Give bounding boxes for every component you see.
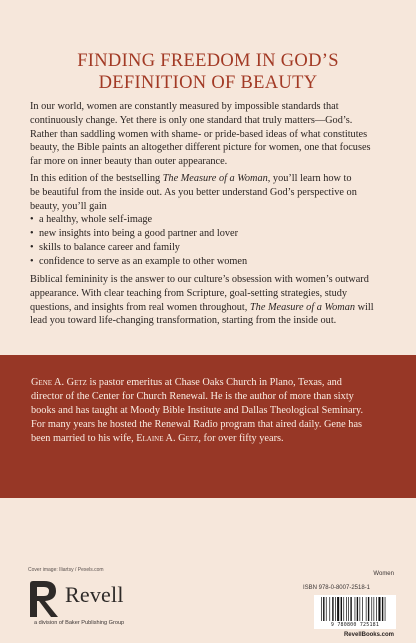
barcode-bar (357, 597, 358, 621)
back-cover-headline (0, 50, 416, 94)
text-line: books and has taught at Moody Bible Institute and Dallas Theological Seminary. (31, 405, 364, 416)
barcode (314, 595, 396, 629)
text-line: Biblical femininity is the answer to our culture’s obsession with women’s outward (30, 274, 369, 285)
text-line: appearance. With clear teaching from Scripture, goal-setting strategies, study (30, 287, 348, 299)
text-line: In our world, women are constantly measured by impossible standards that (30, 101, 339, 112)
text-fragment: been married to his wife, (31, 433, 137, 444)
barcode-bar (366, 597, 367, 621)
text-line (30, 301, 390, 315)
barcode-bar (329, 597, 330, 621)
text-fragment: , for over fifty years. (198, 433, 284, 444)
headline-line-1: FINDING FREEDOM IN GOD’S (77, 51, 339, 71)
intro-paragraph-3 (30, 273, 390, 328)
barcode-bar (378, 597, 380, 621)
text-line: lead you toward life-changing transformation, starting from the inside out. (30, 315, 337, 327)
text-line (31, 376, 387, 390)
barcode-bar (326, 597, 327, 621)
text-line (30, 172, 390, 186)
barcode-bar (385, 597, 386, 621)
text-fragment: questions, and insights from real women throughout, (30, 301, 250, 313)
barcode-bar (348, 597, 349, 621)
book-title: The Measure of a Woman (249, 301, 355, 313)
headline-line-2: DEFINITION OF BEAUTY (98, 73, 318, 93)
intro-paragraph-2 (30, 172, 390, 269)
barcode-bar (343, 597, 344, 621)
book-category: Women (373, 571, 394, 577)
book-title: The Measure of a Woman (162, 173, 268, 184)
barcode-bar (332, 597, 333, 621)
author-name: Gene A. Getz (31, 377, 87, 388)
text-line: director of the Center for Church Renewal. He is the author of more than sixty (31, 391, 354, 402)
publisher-name: Revell (65, 582, 124, 607)
publisher-tagline: a division of Baker Publishing Group (34, 620, 125, 626)
isbn: ISBN 978-0-8007-2518-1 (302, 585, 370, 591)
benefit-list-item: • a healthy, whole self-image (30, 213, 390, 227)
text-fragment: is pastor emeritus at Chase Oaks Church in Plano, Texas, and (86, 377, 342, 388)
cover-image-credit: Cover image: Iliartsy / Pexels.com (28, 567, 104, 573)
text-line: For many years he hosted the Renewal Radio program that aired daily. Gene has (31, 419, 363, 430)
barcode-bar (362, 597, 363, 621)
benefit-list-item: • new insights into being a good partner and lover (30, 227, 390, 241)
barcode-bar (350, 597, 351, 621)
revell-r-icon (27, 579, 61, 619)
barcode-bar (341, 597, 342, 621)
text-fragment: In this edition of the bestselling (30, 173, 163, 184)
barcode-bar (335, 597, 336, 621)
barcode-bar (368, 597, 369, 621)
text-line: Rather than saddling women with shame- or pride-based ideas of what constitutes (30, 128, 368, 140)
text-line (31, 432, 387, 446)
barcode-bar (371, 597, 372, 621)
barcode-bar (374, 597, 375, 621)
text-line: be beautiful from the inside out. As you better understand God’s perspective on (30, 186, 357, 198)
wife-name: Elaine A. Getz (136, 433, 199, 444)
barcode-number: 9 780800 725181 (330, 622, 380, 628)
text-line: far more on inner beauty than outer appearance. (30, 156, 228, 168)
publisher-website: RevellBooks.com (343, 632, 394, 638)
text-line: beauty, the Bible paints an altogether different picture for women, one that focuses (30, 142, 371, 154)
intro-paragraph-1 (30, 100, 390, 169)
barcode-bar (346, 597, 347, 621)
barcode-bar (382, 597, 383, 621)
barcode-bars (321, 597, 391, 621)
benefit-list-item: • confidence to serve as an example to other women (30, 255, 390, 269)
benefits-list (30, 213, 390, 268)
barcode-bar (360, 597, 361, 621)
barcode-bar (337, 597, 339, 621)
barcode-bar (323, 597, 324, 621)
publisher-logo (27, 579, 177, 634)
author-bio (31, 376, 387, 446)
text-fragment: will (355, 301, 374, 313)
text-line: continuously change. Yet there is only one standard that truly matters—God’s. (30, 114, 353, 126)
author-bio-band (0, 355, 416, 498)
barcode-bar (321, 597, 322, 621)
benefit-list-item: • skills to balance career and family (30, 241, 390, 255)
text-fragment: , you’ll learn how to (267, 173, 352, 184)
barcode-bar (355, 597, 356, 621)
text-line: beauty, you’ll gain (30, 200, 107, 212)
barcode-bar (376, 597, 377, 621)
